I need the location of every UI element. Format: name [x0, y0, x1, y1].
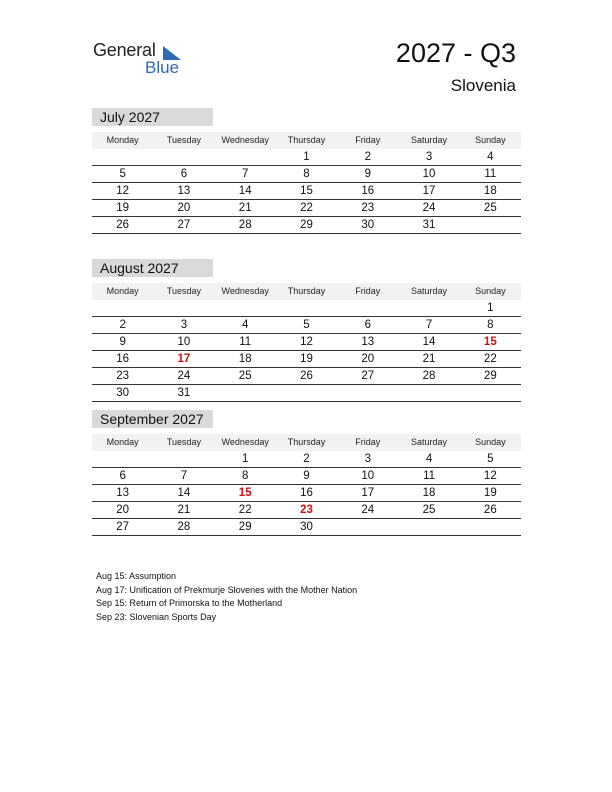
week-row	[92, 451, 521, 468]
empty-day-cell	[92, 451, 153, 467]
weekday-label: Saturday	[411, 437, 448, 447]
empty-day-cell	[337, 300, 398, 316]
day-cell: 16	[116, 353, 130, 365]
empty-day-cell	[398, 385, 459, 401]
weekday-label: Sunday	[475, 135, 506, 145]
week-row	[92, 368, 521, 385]
empty-day-cell	[337, 385, 398, 401]
empty-day-cell	[276, 300, 337, 316]
day-cell: 8	[303, 168, 310, 180]
day-cell: 4	[487, 151, 494, 163]
day-cell: 30	[116, 387, 130, 399]
day-cell: 25	[483, 202, 497, 214]
day-cell: 16	[361, 185, 375, 197]
empty-day-cell	[460, 385, 521, 401]
day-cell: 25	[238, 370, 252, 382]
day-cell: 10	[177, 336, 191, 348]
week-row	[92, 385, 521, 402]
month-title	[92, 259, 213, 277]
holiday-day-cell: 15	[238, 487, 252, 499]
day-cell: 23	[361, 202, 375, 214]
week-row	[92, 468, 521, 485]
month-block-september	[92, 410, 521, 536]
day-cell: 12	[116, 185, 130, 197]
day-cell: 13	[116, 487, 130, 499]
day-cell: 31	[422, 219, 436, 231]
empty-day-cell	[215, 385, 276, 401]
week-row	[92, 519, 521, 536]
empty-day-cell	[460, 519, 521, 535]
day-cell: 6	[180, 168, 188, 180]
empty-day-cell	[92, 300, 153, 316]
week-row	[92, 183, 521, 200]
day-cell: 1	[303, 151, 310, 163]
logo-text-blue: Blue	[145, 58, 180, 77]
weekday-label: Saturday	[411, 135, 448, 145]
day-cell: 26	[116, 219, 130, 231]
month-title	[92, 108, 213, 126]
day-cell: 15	[300, 185, 313, 197]
weekday-label: Wednesday	[221, 286, 269, 296]
day-cell: 12	[483, 470, 497, 482]
day-cell: 7	[425, 319, 433, 331]
day-cell: 14	[177, 487, 191, 499]
day-cell: 17	[361, 487, 375, 499]
month-title-text: September 2027	[100, 411, 204, 427]
day-cell: 21	[177, 504, 191, 516]
day-cell: 28	[238, 219, 252, 231]
week-row	[92, 502, 521, 519]
month-title	[92, 410, 213, 428]
day-cell: 22	[238, 504, 252, 516]
weekday-label: Thursday	[287, 437, 326, 447]
day-cell: 4	[242, 319, 249, 331]
day-cell: 14	[422, 336, 436, 348]
day-cell: 11	[239, 336, 252, 348]
day-cell: 3	[425, 151, 433, 163]
day-cell: 26	[300, 370, 313, 382]
day-cell: 10	[361, 470, 375, 482]
day-cell: 27	[361, 370, 375, 382]
day-cell: 22	[300, 202, 313, 214]
week-row	[92, 166, 521, 183]
day-cell: 29	[300, 219, 313, 231]
day-cell: 30	[361, 219, 375, 231]
day-cell: 2	[303, 453, 310, 465]
weekday-label: Monday	[106, 286, 139, 296]
weekday-header-row	[92, 283, 521, 300]
day-cell: 24	[422, 202, 436, 214]
day-cell: 7	[242, 168, 249, 180]
month-block-july	[92, 108, 521, 234]
day-cell: 16	[300, 487, 313, 499]
day-cell: 11	[484, 168, 497, 180]
day-cell: 30	[300, 521, 313, 533]
day-cell: 12	[300, 336, 313, 348]
empty-day-cell	[215, 149, 276, 165]
empty-day-cell	[337, 519, 398, 535]
day-cell: 10	[422, 168, 436, 180]
day-cell: 17	[422, 185, 436, 197]
holiday-notes	[96, 570, 357, 624]
day-cell: 6	[119, 470, 126, 482]
weekday-header-row	[92, 132, 521, 149]
weekday-label: Friday	[355, 286, 381, 296]
day-cell: 29	[483, 370, 497, 382]
day-cell: 1	[242, 453, 249, 465]
weekday-label: Saturday	[411, 286, 448, 296]
weekday-label: Friday	[355, 135, 381, 145]
day-cell: 31	[177, 387, 191, 399]
weekday-label: Thursday	[287, 286, 326, 296]
day-cell: 3	[180, 319, 188, 331]
day-cell: 5	[303, 319, 310, 331]
logo-text-general: General	[93, 40, 156, 60]
day-cell: 18	[238, 353, 252, 365]
day-cell: 27	[177, 219, 191, 231]
day-cell: 18	[422, 487, 436, 499]
day-cell: 27	[116, 521, 130, 533]
weekday-label: Wednesday	[221, 135, 269, 145]
day-cell: 11	[423, 470, 436, 482]
week-row	[92, 485, 521, 502]
country-name: Slovenia	[450, 76, 516, 95]
holiday-note: Aug 15: Assumption	[96, 571, 177, 581]
empty-day-cell	[92, 149, 153, 165]
day-cell: 20	[361, 353, 375, 365]
day-cell: 14	[238, 185, 252, 197]
day-cell: 5	[487, 453, 494, 465]
weekday-label: Tuesday	[166, 286, 202, 296]
month-block-august	[92, 259, 521, 402]
month-title-text: July 2027	[100, 109, 160, 125]
empty-day-cell	[460, 217, 521, 233]
empty-day-cell	[215, 300, 276, 316]
day-cell: 29	[238, 521, 252, 533]
empty-day-cell	[398, 519, 459, 535]
empty-day-cell	[153, 300, 214, 316]
holiday-note: Aug 17: Unification of Prekmurje Slovenes with the Mother Nation	[96, 584, 358, 595]
day-cell: 20	[116, 504, 130, 516]
week-row	[92, 200, 521, 217]
day-cell: 2	[119, 319, 126, 331]
day-cell: 28	[422, 370, 436, 382]
weekday-label: Monday	[106, 437, 139, 447]
empty-day-cell	[398, 300, 459, 316]
weekday-label: Wednesday	[221, 437, 269, 447]
weekday-label: Sunday	[475, 437, 506, 447]
weekday-label: Thursday	[287, 135, 326, 145]
brand-logo	[93, 40, 193, 80]
day-cell: 2	[364, 151, 371, 163]
day-cell: 9	[119, 336, 126, 348]
week-row	[92, 300, 521, 317]
day-cell: 13	[361, 336, 375, 348]
weekday-label: Sunday	[475, 286, 506, 296]
day-cell: 3	[364, 453, 371, 465]
empty-day-cell	[276, 385, 337, 401]
day-cell: 24	[177, 370, 191, 382]
day-cell: 25	[422, 504, 436, 516]
day-cell: 1	[487, 302, 494, 314]
day-cell: 19	[116, 202, 130, 214]
page-title: 2027 - Q3	[395, 38, 516, 68]
weekday-label: Tuesday	[166, 135, 202, 145]
day-cell: 21	[422, 353, 436, 365]
weekday-label: Friday	[355, 437, 381, 447]
day-cell: 19	[300, 353, 313, 365]
day-cell: 23	[116, 370, 130, 382]
day-cell: 6	[364, 319, 371, 331]
day-cell: 8	[242, 470, 249, 482]
holiday-day-cell: 17	[177, 353, 191, 365]
day-cell: 18	[483, 185, 497, 197]
week-row	[92, 217, 521, 234]
month-title-text: August 2027	[100, 260, 179, 276]
day-cell: 7	[180, 470, 188, 482]
week-row	[92, 334, 521, 351]
week-row	[92, 351, 521, 368]
holiday-day-cell: 23	[300, 504, 313, 516]
holiday-day-cell: 15	[483, 336, 497, 348]
day-cell: 8	[487, 319, 494, 331]
day-cell: 26	[483, 504, 497, 516]
holiday-note: Sep 23: Slovenian Sports Day	[96, 611, 217, 622]
day-cell: 5	[119, 168, 126, 180]
week-row	[92, 317, 521, 334]
day-cell: 20	[177, 202, 191, 214]
day-cell: 28	[177, 521, 191, 533]
weekday-label: Monday	[106, 135, 139, 145]
empty-day-cell	[153, 451, 214, 467]
week-row	[92, 149, 521, 166]
day-cell: 13	[177, 185, 191, 197]
day-cell: 9	[303, 470, 310, 482]
weekday-label: Tuesday	[166, 437, 202, 447]
day-cell: 9	[364, 168, 371, 180]
day-cell: 19	[483, 487, 497, 499]
day-cell: 24	[361, 504, 375, 516]
empty-day-cell	[153, 149, 214, 165]
day-cell: 22	[483, 353, 497, 365]
day-cell: 4	[425, 453, 433, 465]
holiday-note: Sep 15: Return of Primorska to the Motherland	[96, 598, 283, 608]
day-cell: 21	[238, 202, 252, 214]
weekday-header-row	[92, 434, 521, 451]
